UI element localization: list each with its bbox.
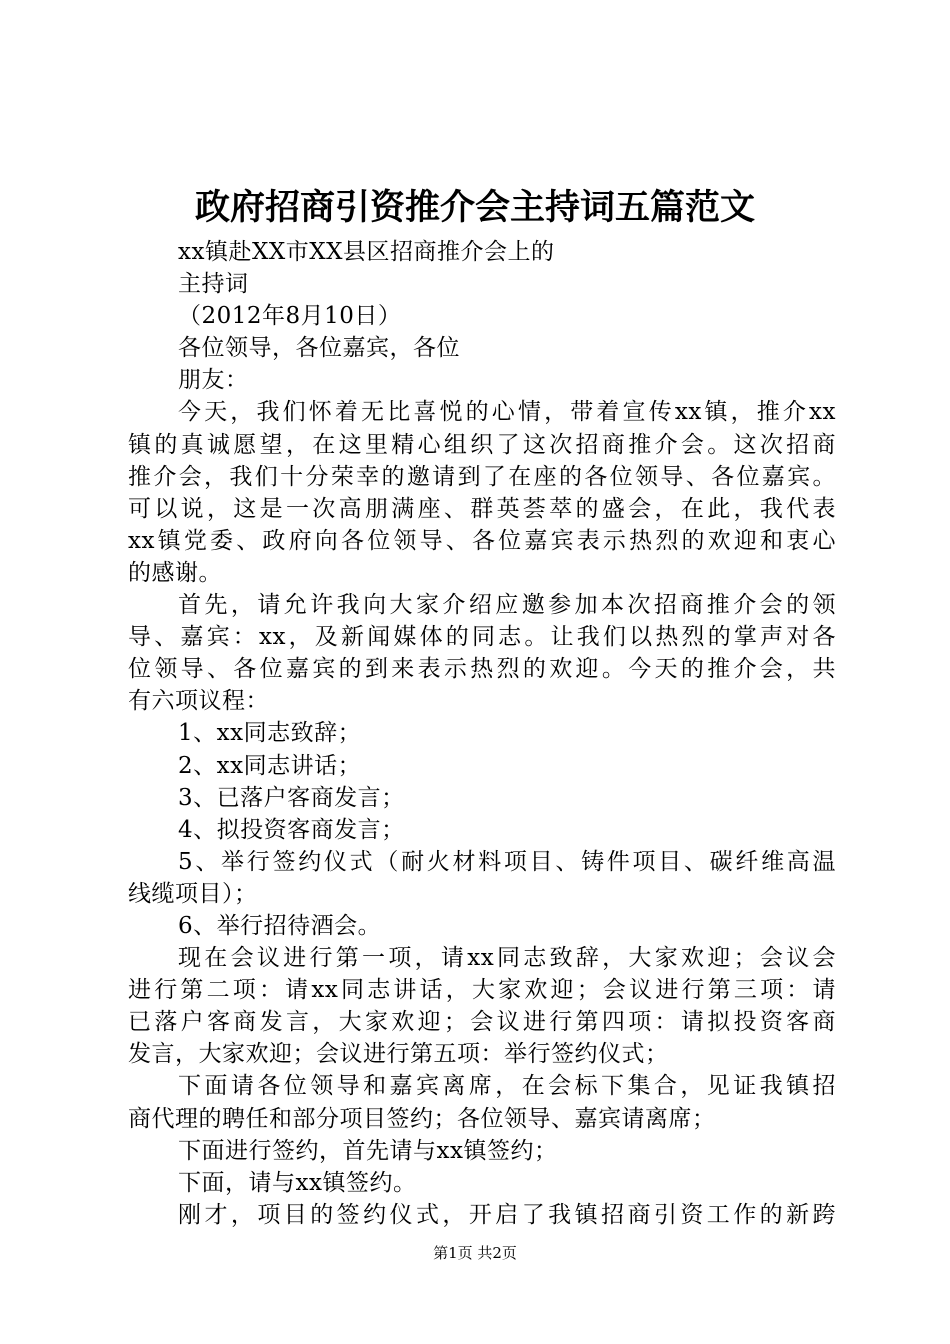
- document-body: [128, 236, 836, 1231]
- page-footer: 第1页 共2页: [433, 1244, 517, 1262]
- document-title: 政府招商引资推介会主持词五篇范文: [194, 187, 755, 228]
- text-line: 下面请各位领导和嘉宾离席，在会标下集合，见证我镇招: [178, 1073, 836, 1100]
- text-line: 推介会，我们十分荣幸的邀请到了在座的各位领导、各位嘉宾。: [128, 463, 836, 490]
- text-line: 1、xx同志致辞；: [178, 720, 362, 747]
- text-line: 线缆项目）；: [128, 880, 258, 907]
- text-line: 有六项议程：: [128, 688, 269, 715]
- text-line: 商代理的聘任和部分项目签约；各位领导、嘉宾请离席；: [128, 1105, 716, 1132]
- text-line: 刚才，项目的签约仪式，开启了我镇招商引资工作的新跨: [178, 1201, 836, 1228]
- text-line: 可以说，这是一次高朋满座、群英荟萃的盛会，在此，我代表: [128, 495, 836, 522]
- text-line: 首先，请允许我向大家介绍应邀参加本次招商推介会的领: [178, 592, 836, 619]
- text-line: xx镇党委、政府向各位领导、各位嘉宾表示热烈的欢迎和衷心: [128, 527, 836, 554]
- text-line: 导、嘉宾：xx，及新闻媒体的同志。让我们以热烈的掌声对各: [128, 624, 836, 651]
- text-line: 的感谢。: [128, 559, 222, 586]
- text-line: xx镇赴XX市XX县区招商推介会上的: [178, 239, 555, 265]
- text-line: 3、已落户客商发言；: [178, 784, 405, 811]
- text-line: 5、举行签约仪式（耐火材料项目、铸件项目、碳纤维高温: [178, 848, 836, 875]
- text-line: 2、xx同志讲话；: [178, 752, 362, 779]
- text-line: （2012年8月10日）: [178, 303, 402, 330]
- text-line: 下面进行签约，首先请与xx镇签约；: [178, 1137, 558, 1164]
- text-line: 已落户客商发言，大家欢迎；会议进行第四项：请拟投资客商: [128, 1009, 836, 1036]
- text-line: 各位领导，各位嘉宾，各位: [178, 335, 460, 362]
- text-line: 镇的真诚愿望，在这里精心组织了这次招商推介会。这次招商: [128, 431, 836, 458]
- text-line: 位领导、各位嘉宾的到来表示热烈的欢迎。今天的推介会，共: [128, 656, 836, 683]
- text-line: 发言，大家欢迎；会议进行第五项：举行签约仪式；: [128, 1041, 669, 1068]
- text-line: 今天，我们怀着无比喜悦的心情，带着宣传xx镇，推介xx: [178, 399, 836, 426]
- text-line: 6、举行招待酒会。: [178, 912, 382, 939]
- text-line: 进行第二项：请xx同志讲话，大家欢迎；会议进行第三项：请: [128, 977, 836, 1004]
- text-line: 朋友：: [178, 367, 249, 394]
- text-line: 现在会议进行第一项，请xx同志致辞，大家欢迎；会议会: [178, 945, 836, 972]
- text-line: 主持词: [178, 271, 249, 298]
- text-line: 4、拟投资客商发言；: [178, 816, 405, 843]
- text-line: 下面，请与xx镇签约。: [178, 1169, 417, 1196]
